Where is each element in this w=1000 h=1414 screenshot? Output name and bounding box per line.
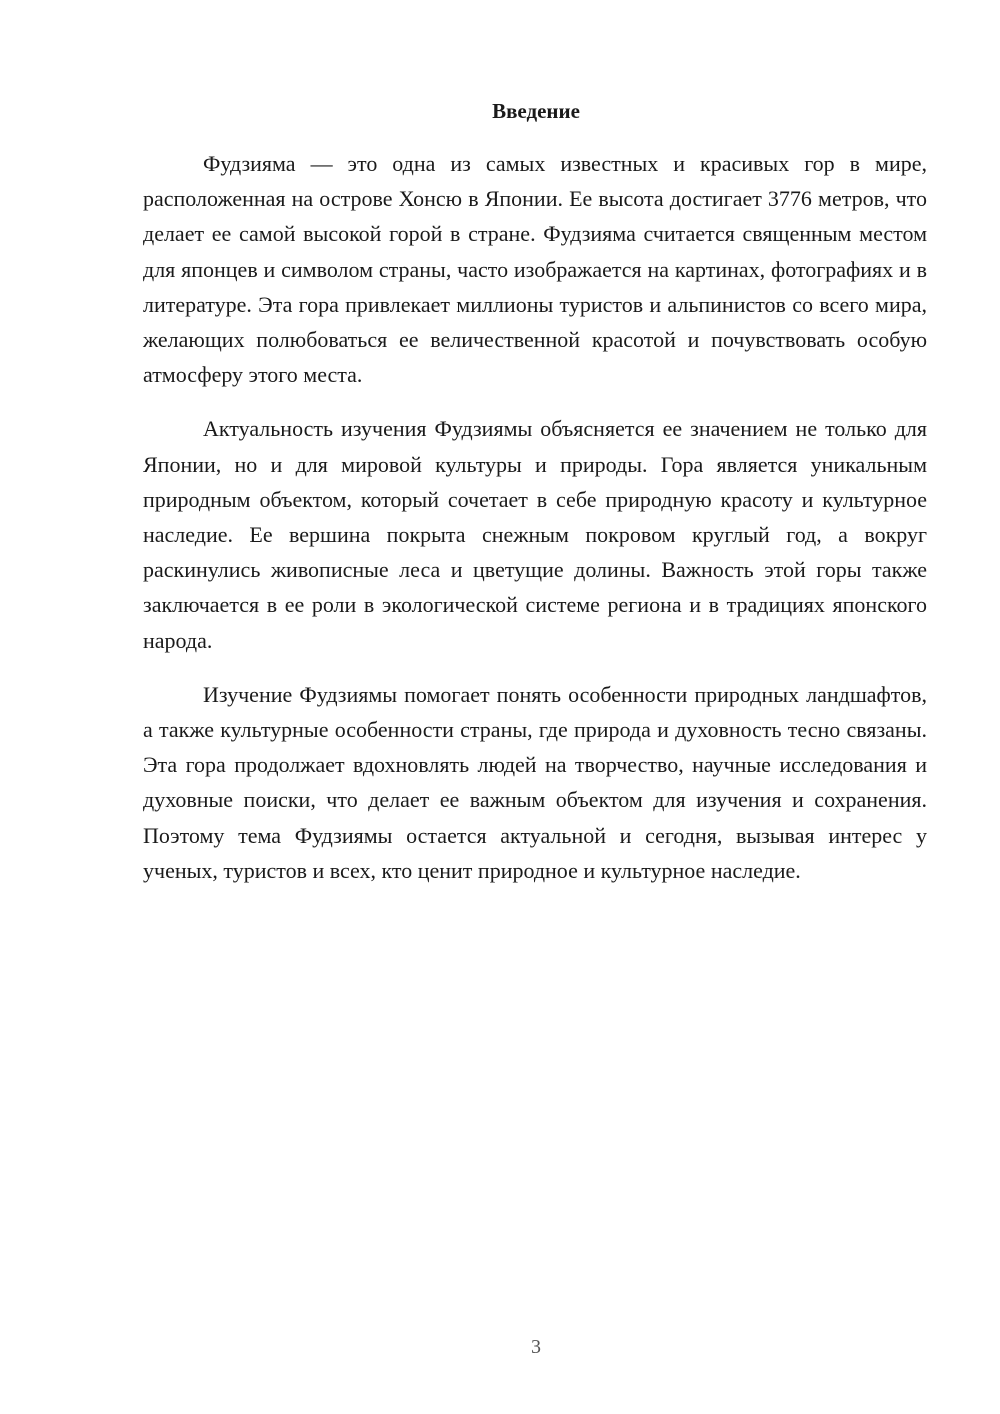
paragraph-1: Фудзияма — это одна из самых известных и красивых гор в мире, расположенная на острове Хонсю в Японии. Ее высота достигает 3776 метров, что делает ее самой высокой горой в стране. Фудзияма считается священным местом для японцев и символом страны, часто изображается на картинах, фотографиях и в литературе. Эта гора привлекает миллионы туристов и альпинистов со всего мира, желающих полюбоваться ее величественной красотой и почувствовать особую атмосферу этого места. (143, 151, 927, 388)
paragraph-3: Изучение Фудзиямы помогает понять особенности природных ландшафтов, а также культурные особенности страны, где природа и духовность тесно связаны. Эта гора продолжает вдохновлять людей на творчество, научные исследования и духовные поиски, что делает ее важным объектом для изучения и сохранения. Поэтому тема Фудзиямы остается актуальной и сегодня, вызывая интерес у ученых, туристов и всех, кто ценит природное и культурное наследие. (143, 681, 927, 883)
page-number: 3 (531, 1336, 541, 1358)
section-heading: Введение (492, 99, 580, 123)
body-text (143, 146, 927, 907)
paragraph-2: Актуальность изучения Фудзиямы объясняется ее значением не только для Японии, но и для мировой культуры и природы. Гора является уникальным природным объектом, который сочетает в себе природную красоту и культурное наследие. Ее вершина покрыта снежным покровом круглый год, а вокруг раскинулись живописные леса и цветущие долины. Важность этой горы также заключается в ее роли в экологической системе региона и в традициях японского народа. (143, 416, 927, 653)
